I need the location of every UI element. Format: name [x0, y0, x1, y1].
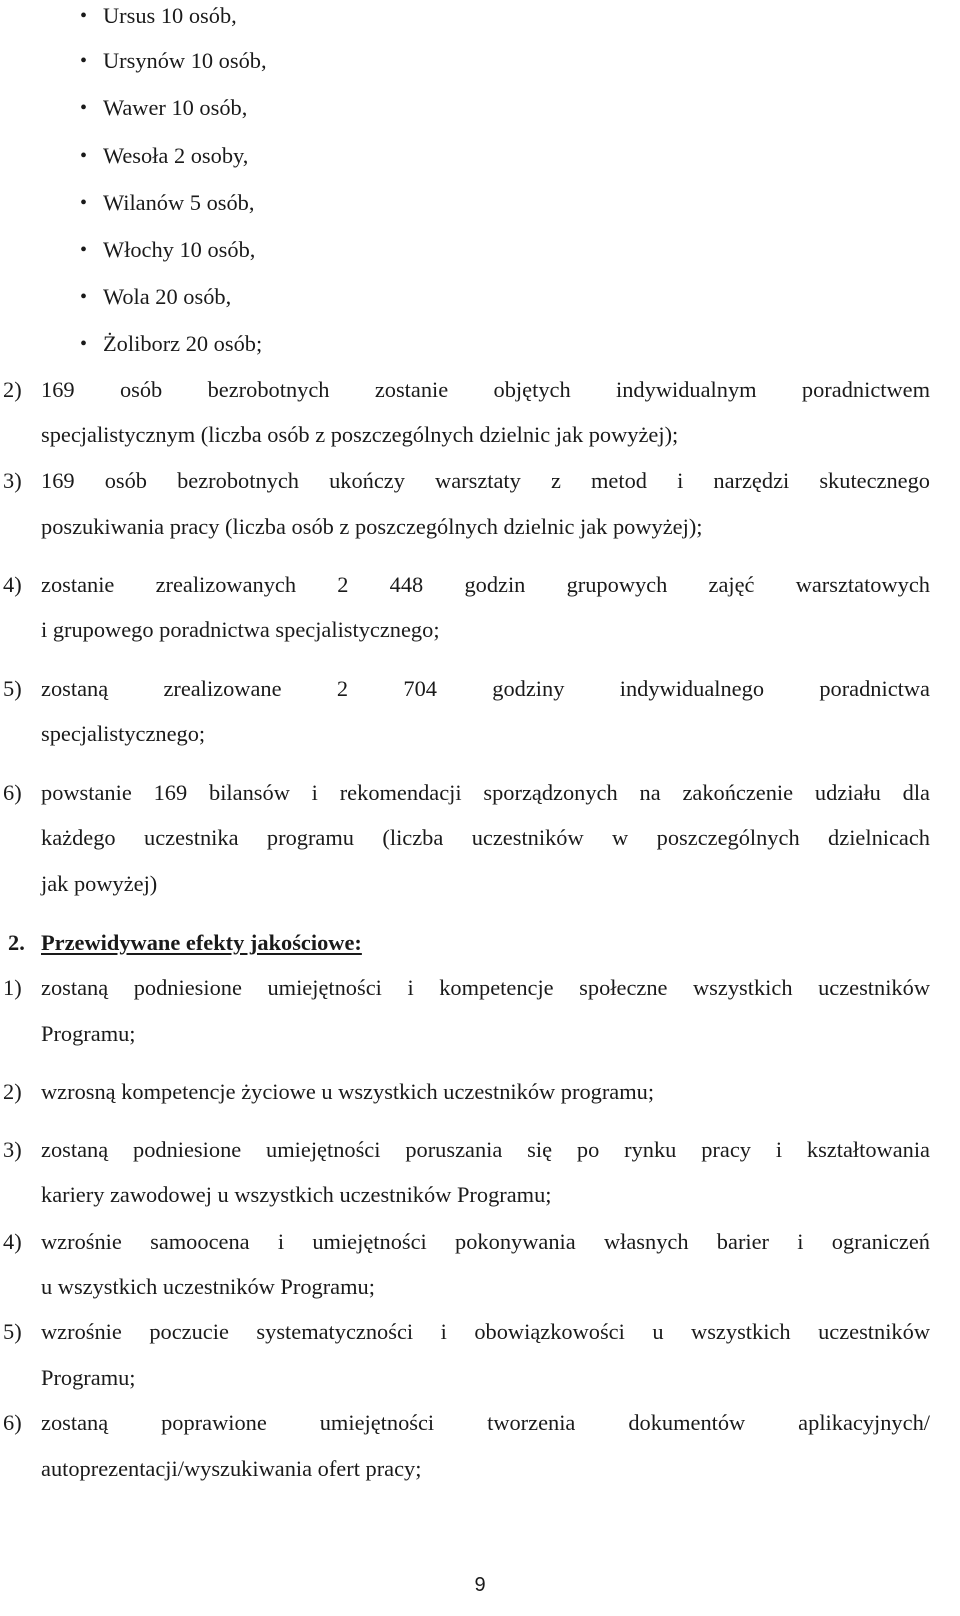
item-text-line: jak powyżej)	[41, 871, 158, 896]
bullet-marker: •	[80, 97, 88, 119]
bullet-marker: •	[80, 50, 88, 72]
bullet-item-text: Ursynów 10 osób,	[103, 48, 267, 73]
item-text-line: kariery zawodowej u wszystkich uczestników Programu;	[41, 1182, 552, 1207]
item-number: 6)	[3, 1410, 22, 1435]
item-text-line: zostaną zrealizowane 2 704 godziny indywidualnego poradnictwa	[41, 676, 930, 701]
bullet-marker: •	[80, 239, 88, 261]
bullet-item-text: Wawer 10 osób,	[103, 95, 248, 120]
item-number: 5)	[3, 1319, 22, 1344]
item-number: 2)	[3, 377, 22, 402]
bullet-item-text: Ursus 10 osób,	[103, 3, 237, 28]
item-text-line: Programu;	[41, 1365, 136, 1390]
item-number: 4)	[3, 1229, 22, 1254]
item-number: 1)	[3, 975, 22, 1000]
item-text-line: u wszystkich uczestników Programu;	[41, 1274, 375, 1299]
item-text-line: 169 osób bezrobotnych zostanie objętych indywidualnym poradnictwem	[41, 377, 930, 402]
bullet-marker: •	[80, 333, 88, 355]
item-number: 3)	[3, 468, 22, 493]
bullet-marker: •	[80, 5, 88, 27]
item-number: 4)	[3, 572, 22, 597]
page-number: 9	[474, 1574, 486, 1596]
item-text-line: Programu;	[41, 1021, 136, 1046]
bullet-marker: •	[80, 192, 88, 214]
item-number: 5)	[3, 676, 22, 701]
item-text-line: każdego uczestnika programu (liczba uczestników w poszczególnych dzielnicach	[41, 825, 930, 850]
bullet-item-text: Wesoła 2 osoby,	[103, 143, 249, 168]
bullet-item-text: Żoliborz 20 osób;	[103, 331, 263, 356]
item-text-line: specjalistycznego;	[41, 721, 206, 746]
item-text-line: wzrosną kompetencje życiowe u wszystkich uczestników programu;	[41, 1079, 655, 1104]
bullet-item-text: Włochy 10 osób,	[103, 237, 256, 262]
item-text-line: wzrośnie poczucie systematyczności i obowiązkowości u wszystkich uczestników	[41, 1319, 930, 1344]
item-text-line: zostaną poprawione umiejętności tworzenia dokumentów aplikacyjnych/	[41, 1410, 930, 1435]
item-number: 6)	[3, 780, 22, 805]
item-text-line: autoprezentacji/wyszukiwania ofert pracy;	[41, 1456, 422, 1481]
item-number: 3)	[3, 1137, 22, 1162]
section-heading: Przewidywane efekty jakościowe:	[41, 930, 362, 955]
bullet-marker: •	[80, 286, 88, 308]
item-text-line: zostaną podniesione umiejętności i kompetencje społeczne wszystkich uczestników	[41, 975, 930, 1000]
item-number: 2)	[3, 1079, 22, 1104]
item-text-line: zostanie zrealizowanych 2 448 godzin grupowych zajęć warsztatowych	[41, 572, 930, 597]
item-text-line: zostaną podniesione umiejętności poruszania się po rynku pracy i kształtowania	[41, 1137, 930, 1162]
item-text-line: specjalistycznym (liczba osób z poszczególnych dzielnic jak powyżej);	[41, 422, 679, 447]
item-text-line: 169 osób bezrobotnych ukończy warsztaty z metod i narzędzi skutecznego	[41, 468, 930, 493]
bullet-item-text: Wilanów 5 osób,	[103, 190, 255, 215]
section-number: 2.	[8, 930, 25, 955]
item-text-line: poszukiwania pracy (liczba osób z poszczególnych dzielnic jak powyżej);	[41, 514, 703, 539]
bullet-item-text: Wola 20 osób,	[103, 284, 232, 309]
item-text-line: i grupowego poradnictwa specjalistycznego;	[41, 617, 440, 642]
bullet-marker: •	[80, 145, 88, 167]
item-text-line: powstanie 169 bilansów i rekomendacji sporządzonych na zakończenie udziału dla	[41, 780, 930, 805]
item-text-line: wzrośnie samoocena i umiejętności pokonywania własnych barier i ograniczeń	[41, 1229, 930, 1254]
